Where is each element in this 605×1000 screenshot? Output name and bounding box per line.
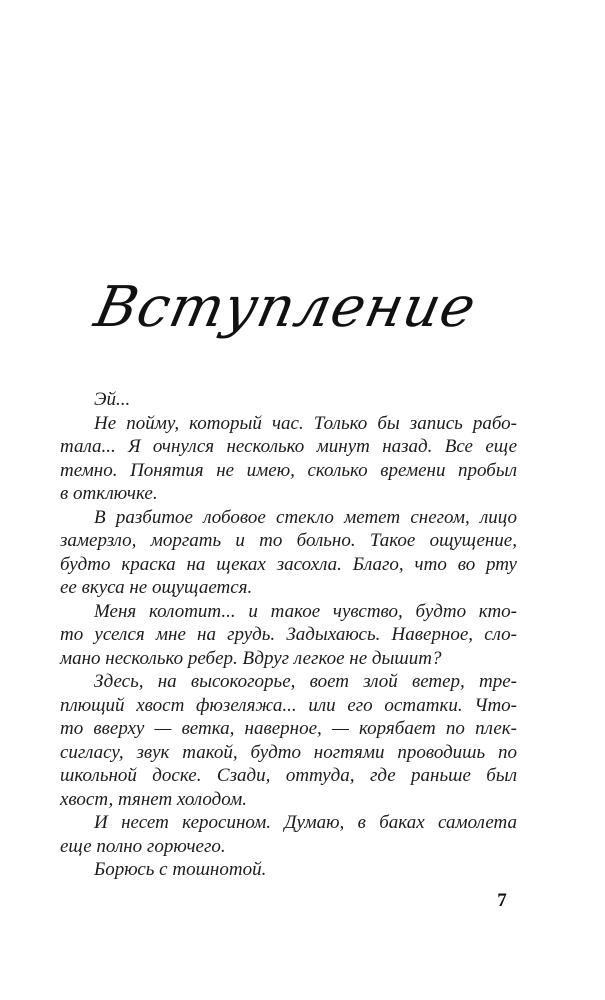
text-line: Меня колотит... и такое чувство, будто кто-	[94, 600, 517, 622]
text-line: замерзло, моргать и то больно. Такое ощущение,	[60, 530, 517, 551]
paragraph	[60, 388, 517, 412]
chapter-heading: Вступление	[89, 275, 483, 340]
paragraph	[60, 811, 517, 858]
text-line: то вверху — ветка, наверное, — корябает по плек-	[60, 718, 517, 739]
body-text	[60, 388, 517, 882]
text-line: Борюсь с тошнотой.	[94, 859, 267, 880]
text-line: тала... Я очнулся несколько минут назад. Все еще	[60, 436, 517, 457]
text-line: Эй...	[94, 389, 131, 410]
paragraph	[60, 600, 517, 671]
paragraph	[60, 858, 517, 882]
text-line: ее вкуса не ощущается.	[60, 577, 253, 598]
text-line: сигласу, звук такой, будто ногтями проводишь по	[60, 741, 517, 763]
text-line: то уселся мне на грудь. Задыхаюсь. Наверное, сло-	[60, 624, 517, 645]
text-line: в отключке.	[60, 483, 158, 504]
text-line: хвост, тянет холодом.	[60, 788, 247, 810]
text-line: В разбитое лобовое стекло метет снегом, лицо	[94, 506, 517, 528]
text-line: будто краска на щеках засохла. Благо, что во рту	[60, 553, 517, 575]
text-line: темно. Понятия не имею, сколько времени пробыл	[60, 459, 517, 481]
text-line: мано несколько ребер. Вдруг легкое не дышит?	[60, 647, 442, 669]
paragraph	[60, 670, 517, 811]
text-line: школьной доске. Сзади, оттуда, где раньше был	[60, 765, 517, 786]
text-line: Здесь, на высокогорье, воет злой ветер, тре-	[94, 671, 517, 692]
text-line: плющий хвост фюзеляжа... или его остатки. Что-	[60, 694, 517, 716]
text-line: еще полно горючего.	[60, 835, 226, 857]
page-number: 7	[497, 890, 507, 911]
paragraph	[60, 506, 517, 600]
text-line: Не пойму, который час. Только бы запись рабо-	[94, 412, 517, 434]
text-line: И несет керосином. Думаю, в баках самолета	[94, 812, 517, 833]
paragraph	[60, 412, 517, 506]
